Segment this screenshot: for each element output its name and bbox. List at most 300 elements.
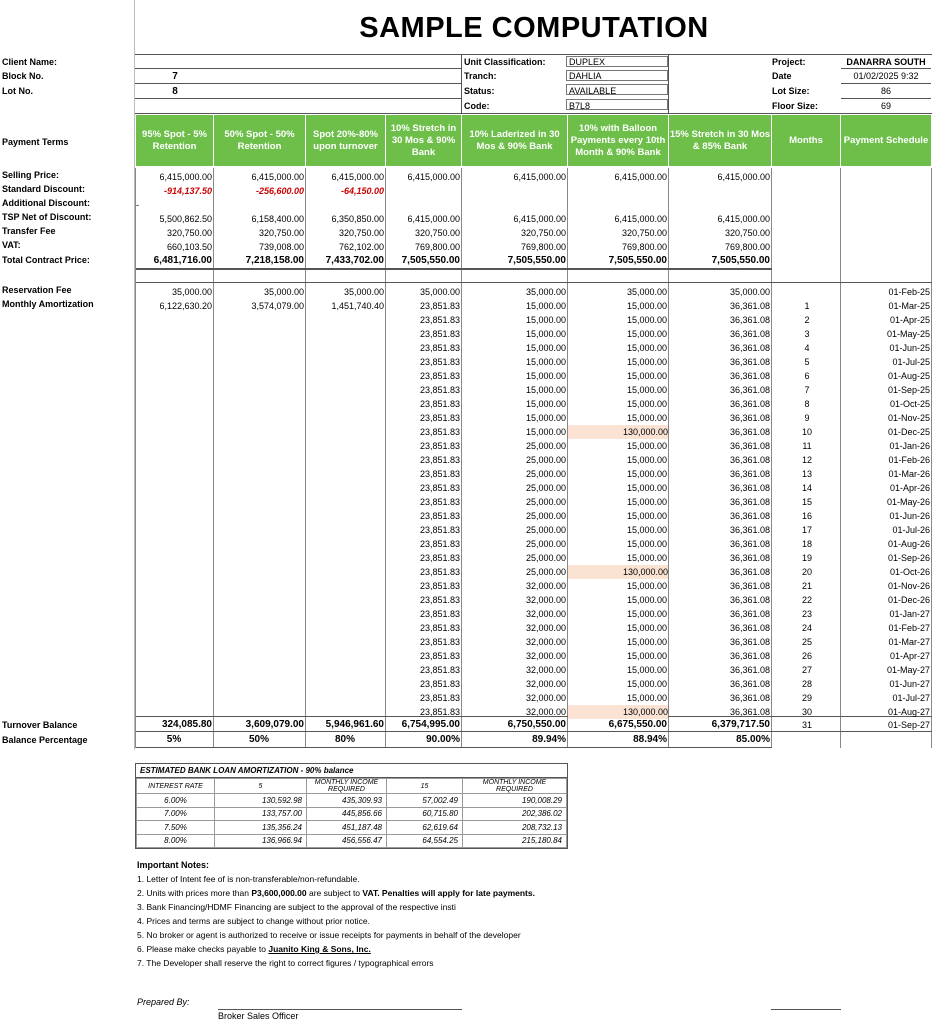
month-number: 13: [801, 469, 812, 479]
month-number: 14: [801, 483, 812, 493]
month-number: 6: [804, 371, 810, 381]
schedule-date: 01-Jun-27: [889, 679, 930, 689]
grid-rule: [136, 269, 772, 270]
schedule-date: 01-Apr-26: [889, 483, 930, 493]
laderized-cell: 25,000.00: [525, 553, 566, 563]
note-6: 6. Please make checks payable to Juanito King & Sons, Inc.: [137, 944, 371, 954]
turnover-balance-cell: 6,675,550.00: [608, 719, 667, 730]
tsp-net-cell: 6,350,850.00: [331, 214, 384, 224]
stretch-15-cell: 36,361.08: [729, 343, 770, 353]
loan-cell: 130,592.98: [215, 794, 307, 808]
laderized-cell: 15,000.00: [525, 399, 566, 409]
balloon-cell: 15,000.00: [626, 595, 667, 605]
reservation-fee-cell: 35,000.00: [626, 287, 667, 297]
info-divider-2: [668, 54, 669, 114]
reservation-date: 01-Feb-25: [888, 287, 930, 297]
stretch-10-cell: 23,851.83: [419, 525, 460, 535]
loan-cell: 7.00%: [137, 807, 215, 821]
month-number: 19: [801, 553, 812, 563]
balance-percentage-cell: 90.00%: [426, 734, 460, 745]
balance-percentage-cell: 5%: [166, 734, 182, 745]
stretch-15-cell: 36,361.08: [729, 497, 770, 507]
note-2: 2. Units with prices more than P3,600,000.00 are subject to VAT. Penalties will apply for late payments.: [137, 888, 535, 898]
computation-grid: [0, 168, 932, 748]
month-number: 11: [802, 441, 812, 451]
stretch-15-cell: 36,361.08: [729, 399, 770, 409]
stretch-10-cell: 23,851.83: [419, 441, 460, 451]
balloon-cell: 130,000.00: [568, 565, 668, 579]
turnover-balance-cell: 6,379,717.50: [711, 719, 770, 730]
schedule-date: 01-Mar-25: [888, 301, 930, 311]
balloon-cell: 15,000.00: [626, 385, 667, 395]
tranch-value: DAHLIA: [569, 71, 602, 81]
turnover-balance-cell: 6,754,995.00: [401, 719, 460, 730]
tsp-net-cell: 5,500,862.50: [159, 214, 212, 224]
balloon-cell: 15,000.00: [626, 483, 667, 493]
balloon-cell: 15,000.00: [626, 441, 667, 451]
stretch-10-cell: 23,851.83: [419, 707, 460, 717]
selling-price-cell: 6,415,000.00: [513, 172, 566, 182]
turnover-balance-label: Turnover Balance: [2, 720, 78, 730]
month-number: 23: [801, 609, 812, 619]
term-header-10-balloon: 10% with Balloon Payments every 10th Month & 90% Bank: [568, 115, 669, 166]
bank-loan-title: ESTIMATED BANK LOAN AMORTIZATION - 90% balance: [136, 764, 567, 778]
stretch-10-cell: 23,851.83: [419, 581, 460, 591]
monthly-amortization-label: Monthly Amortization: [2, 299, 94, 309]
balance-percentage-cell: 50%: [248, 734, 269, 745]
project-value: DANARRA SOUTH: [846, 57, 926, 67]
laderized-cell: 32,000.00: [525, 707, 566, 717]
lot-size-label: Lot Size:: [772, 86, 810, 96]
standard-discount-cell: -64,150.00: [340, 186, 384, 196]
tcp-cell: 7,218,158.00: [245, 255, 304, 266]
status-value: AVAILABLE: [569, 86, 617, 96]
balance-percentage-cell: 89.94%: [532, 734, 566, 745]
tranch-label: Tranch:: [464, 71, 497, 81]
signature-line: [218, 1009, 462, 1010]
schedule-date: 01-Mar-27: [888, 637, 930, 647]
page-title: SAMPLE COMPUTATION: [359, 12, 709, 44]
transfer-fee-cell: 320,750.00: [338, 228, 384, 238]
reservation-fee-cell: 35,000.00: [263, 287, 304, 297]
stretch-15-cell: 36,361.08: [729, 441, 770, 451]
balloon-cell: 15,000.00: [626, 525, 667, 535]
note-7: 7. The Developer shall reserve the right to correct figures / typographical errors: [137, 958, 434, 968]
loan-cell: 60,715.80: [387, 807, 463, 821]
stretch-15-cell: 36,361.08: [729, 609, 770, 619]
loan-cell: 451,187.48: [307, 821, 387, 835]
vat-cell: 769,800.00: [621, 242, 667, 252]
balloon-cell: 15,000.00: [626, 665, 667, 675]
balloon-cell: 15,000.00: [626, 609, 667, 619]
laderized-cell: 15,000.00: [525, 427, 566, 437]
schedule-date: 01-Sep-25: [887, 385, 930, 395]
month-number: 28: [801, 679, 812, 689]
stretch-15-cell: 36,361.08: [729, 693, 770, 703]
loan-cell: 215,180.84: [463, 834, 567, 848]
stretch-10-cell: 23,851.83: [419, 301, 460, 311]
date-rule: [841, 83, 931, 84]
lot-size-value: 86: [880, 86, 891, 96]
month-number: 18: [801, 539, 812, 549]
stretch-15-cell: 36,361.08: [729, 595, 770, 605]
stretch-10-cell: 23,851.83: [419, 567, 460, 577]
loan-cell: 190,008.29: [463, 794, 567, 808]
loan-row: [137, 807, 567, 821]
balloon-cell: 15,000.00: [626, 455, 667, 465]
laderized-cell: 15,000.00: [525, 329, 566, 339]
month-number: 26: [801, 651, 812, 661]
reservation-fee-cell: 35,000.00: [729, 287, 770, 297]
month-number: 20: [801, 567, 812, 577]
vat-cell: 660,103.50: [166, 242, 212, 252]
turnover-balance-cell: 3,609,079.00: [245, 719, 304, 730]
loan-cell: 208,732.13: [463, 821, 567, 835]
grid-rule: [136, 282, 932, 283]
laderized-cell: 25,000.00: [525, 567, 566, 577]
transfer-fee-cell: 320,750.00: [258, 228, 304, 238]
loan-row: [137, 794, 567, 808]
stretch-10-cell: 23,851.83: [419, 483, 460, 493]
stretch-15-cell: 36,361.08: [729, 469, 770, 479]
schedule-date: 01-Aug-26: [887, 539, 930, 549]
laderized-cell: 15,000.00: [525, 343, 566, 353]
stretch-15-cell: 36,361.08: [729, 371, 770, 381]
monthly-amortization-cell: 1,451,740.40: [331, 301, 384, 311]
laderized-cell: 25,000.00: [525, 483, 566, 493]
schedule-date: 01-Sep-26: [887, 553, 930, 563]
balloon-cell: 15,000.00: [626, 357, 667, 367]
stretch-15-cell: 36,361.08: [729, 301, 770, 311]
stretch-10-cell: 23,851.83: [419, 315, 460, 325]
stretch-10-cell: 23,851.83: [419, 371, 460, 381]
loan-header-15: 15: [387, 779, 463, 794]
schedule-date: 01-Aug-25: [887, 371, 930, 381]
balloon-cell: 15,000.00: [626, 581, 667, 591]
date-value: 01/02/2025 9:32: [853, 71, 919, 81]
tcp-cell: 7,505,550.00: [507, 255, 566, 266]
balance-percentage-label: Balance Percentage: [2, 735, 88, 745]
schedule-date: 01-Jul-25: [892, 357, 930, 367]
transfer-fee-cell: 320,750.00: [166, 228, 212, 238]
schedule-date: 01-Oct-25: [889, 399, 930, 409]
month-number: 22: [801, 595, 812, 605]
laderized-cell: 25,000.00: [525, 497, 566, 507]
laderized-cell: 32,000.00: [525, 651, 566, 661]
stretch-15-cell: 36,361.08: [729, 665, 770, 675]
balloon-cell: 15,000.00: [626, 651, 667, 661]
prepared-by-label: Prepared By:: [137, 997, 190, 1007]
schedule-date: 01-May-25: [886, 329, 930, 339]
tsp-net-cell: 6,415,000.00: [717, 214, 770, 224]
laderized-cell: 32,000.00: [525, 665, 566, 675]
loan-cell: 445,856.66: [307, 807, 387, 821]
stretch-10-cell: 23,851.83: [419, 399, 460, 409]
term-header-15-stretch: 15% Stretch in 30 Mos & 85% Bank: [669, 115, 772, 166]
stretch-15-cell: 36,361.08: [729, 637, 770, 647]
tsp-net-cell: 6,415,000.00: [614, 214, 667, 224]
loan-header-income-5: MONTHLY INCOME REQUIRED: [307, 779, 387, 794]
month-number: 12: [801, 455, 812, 465]
schedule-date: 01-Jul-27: [892, 693, 930, 703]
month-number: 2: [804, 315, 810, 325]
transfer-fee-cell: 320,750.00: [414, 228, 460, 238]
turnover-balance-cell: 6,750,550.00: [507, 719, 566, 730]
schedule-date: 01-Jan-26: [889, 441, 930, 451]
laderized-cell: 32,000.00: [525, 581, 566, 591]
stretch-15-cell: 36,361.08: [729, 651, 770, 661]
tcp-cell: 6,481,716.00: [153, 255, 212, 266]
schedule-date: 01-Dec-26: [887, 595, 930, 605]
stretch-10-cell: 23,851.83: [419, 413, 460, 423]
balloon-cell: 130,000.00: [568, 425, 668, 439]
laderized-cell: 32,000.00: [525, 609, 566, 619]
tsp-net-cell: 6,158,400.00: [251, 214, 304, 224]
reservation-fee-cell: 35,000.00: [419, 287, 460, 297]
reservation-fee-cell: 35,000.00: [171, 287, 212, 297]
tsp-net-cell: 6,415,000.00: [513, 214, 566, 224]
block-no-label: Block No.: [2, 71, 44, 81]
loan-cell: 6.00%: [137, 794, 215, 808]
stretch-15-cell: 36,361.08: [729, 427, 770, 437]
transfer-fee-cell: 320,750.00: [520, 228, 566, 238]
balloon-cell: 15,000.00: [626, 301, 667, 311]
transfer-fee-cell: 320,750.00: [724, 228, 770, 238]
schedule-date: 01-Dec-25: [887, 427, 930, 437]
loan-cell: 64,554.25: [387, 834, 463, 848]
selling-price-cell: 6,415,000.00: [717, 172, 770, 182]
note-4: 4. Prices and terms are subject to change without prior notice.: [137, 916, 370, 926]
selling-price-cell: 6,415,000.00: [251, 172, 304, 182]
laderized-cell: 25,000.00: [525, 511, 566, 521]
vat-cell: 769,800.00: [414, 242, 460, 252]
unit-classification-value: DUPLEX: [569, 57, 606, 67]
note-5: 5. No broker or agent is authorized to receive or issue receipts for payments in behalf of the developer: [137, 930, 521, 940]
client-name-label: Client Name:: [2, 57, 58, 67]
vat-cell: 739,008.00: [258, 242, 304, 252]
schedule-date: 01-Apr-25: [889, 315, 930, 325]
laderized-cell: 32,000.00: [525, 623, 566, 633]
loan-cell: 136,966.94: [215, 834, 307, 848]
client-rule: [135, 68, 462, 69]
selling-price-label: Selling Price:: [2, 170, 60, 180]
selling-price-cell: 6,415,000.00: [159, 172, 212, 182]
laderized-cell: 15,000.00: [525, 357, 566, 367]
stretch-15-cell: 36,361.08: [729, 511, 770, 521]
stretch-10-cell: 23,851.83: [419, 511, 460, 521]
loan-cell: 7.50%: [137, 821, 215, 835]
stretch-10-cell: 23,851.83: [419, 595, 460, 605]
stretch-15-cell: 36,361.08: [729, 525, 770, 535]
vat-label: VAT:: [2, 240, 21, 250]
laderized-cell: 32,000.00: [525, 693, 566, 703]
schedule-date: 01-Aug-27: [887, 707, 930, 717]
stretch-10-cell: 23,851.83: [419, 693, 460, 703]
lot-rule: [135, 98, 462, 99]
floor-size-value: 69: [880, 101, 891, 111]
broker-sales-officer-label: Broker Sales Officer: [218, 1011, 299, 1021]
turnover-month: 31: [801, 720, 812, 730]
loan-cell: 135,356.24: [215, 821, 307, 835]
laderized-cell: 32,000.00: [525, 595, 566, 605]
loan-cell: 435,309.93: [307, 794, 387, 808]
stretch-10-cell: 23,851.83: [419, 357, 460, 367]
turnover-date: 01-Sep-27: [887, 720, 930, 730]
laderized-cell: 32,000.00: [525, 679, 566, 689]
schedule-date: 01-Jan-27: [889, 609, 930, 619]
info-top-rule: [135, 54, 932, 55]
laderized-cell: 15,000.00: [525, 315, 566, 325]
stretch-15-cell: 36,361.08: [729, 315, 770, 325]
month-number: 15: [801, 497, 812, 507]
stretch-15-cell: 36,361.08: [729, 385, 770, 395]
term-header-spot-20-80: Spot 20%-80% upon turnover: [306, 115, 386, 166]
loan-row: [137, 821, 567, 835]
balance-percentage-cell: 80%: [334, 734, 355, 745]
code-label: Code:: [464, 101, 490, 111]
term-header-50-spot: 50% Spot - 50% Retention: [214, 115, 306, 166]
schedule-date: 01-Apr-27: [889, 651, 930, 661]
balloon-cell: 15,000.00: [626, 539, 667, 549]
stretch-10-cell: 23,851.83: [419, 679, 460, 689]
laderized-cell: 32,000.00: [525, 637, 566, 647]
loan-cell: 57,002.49: [387, 794, 463, 808]
stretch-15-cell: 36,361.08: [729, 679, 770, 689]
stretch-10-cell: 23,851.83: [419, 665, 460, 675]
month-number: 3: [804, 329, 810, 339]
tsp-net-cell: 6,415,000.00: [407, 214, 460, 224]
stretch-15-cell: 36,361.08: [729, 553, 770, 563]
balloon-cell: 15,000.00: [626, 371, 667, 381]
vat-cell: 769,800.00: [724, 242, 770, 252]
selling-price-cell: 6,415,000.00: [407, 172, 460, 182]
laderized-cell: 15,000.00: [525, 301, 566, 311]
standard-discount-cell: -914,137.50: [163, 186, 212, 196]
monthly-amortization-cell: 3,574,079.00: [251, 301, 304, 311]
selling-price-cell: 6,415,000.00: [614, 172, 667, 182]
loan-row: [137, 834, 567, 848]
unit-classification-label: Unit Classification:: [464, 57, 546, 67]
stretch-10-cell: 23,851.83: [419, 385, 460, 395]
vat-cell: 762,102.00: [338, 242, 384, 252]
balloon-cell: 15,000.00: [626, 623, 667, 633]
schedule-date: 01-Oct-26: [889, 567, 930, 577]
term-header-payment-schedule: Payment Schedule: [841, 115, 932, 166]
balloon-cell: 15,000.00: [626, 497, 667, 507]
month-number: 17: [801, 525, 812, 535]
turnover-balance-cell: 324,085.80: [161, 719, 212, 730]
balance-percentage-cell: 85.00%: [736, 734, 770, 745]
schedule-date: 01-Jun-26: [889, 511, 930, 521]
bank-loan-table: [135, 763, 568, 849]
lot-no-value: 8: [172, 86, 178, 97]
term-header-10-stretch: 10% Stretch in 30 Mos & 90% Bank: [386, 115, 462, 166]
schedule-date: 01-May-27: [886, 665, 930, 675]
note-1: 1. Letter of Intent fee of is non-transferable/non-refundable.: [137, 874, 360, 884]
term-header-10-laderized: 10% Laderized in 30 Mos & 90% Bank: [462, 115, 568, 166]
stretch-15-cell: 36,361.08: [729, 623, 770, 633]
stretch-15-cell: 36,361.08: [729, 707, 770, 717]
stretch-15-cell: 36,361.08: [729, 483, 770, 493]
stretch-10-cell: 23,851.83: [419, 623, 460, 633]
floor-size-label: Floor Size:: [772, 101, 819, 111]
status-label: Status:: [464, 86, 495, 96]
balloon-cell: 15,000.00: [626, 511, 667, 521]
project-rule: [841, 68, 931, 69]
month-number: 8: [804, 399, 810, 409]
loan-header-5: 5: [215, 779, 307, 794]
loan-cell: 133,757.00: [215, 807, 307, 821]
standard-discount-label: Standard Discount:: [2, 184, 86, 194]
loan-cell: 62,619.64: [387, 821, 463, 835]
stretch-10-cell: 23,851.83: [419, 329, 460, 339]
stretch-10-cell: 23,851.83: [419, 455, 460, 465]
reservation-fee-label: Reservation Fee: [2, 285, 72, 295]
stretch-10-cell: 23,851.83: [419, 469, 460, 479]
stretch-10-cell: 23,851.83: [419, 637, 460, 647]
laderized-cell: 25,000.00: [525, 469, 566, 479]
month-number: 16: [801, 511, 812, 521]
signature-line-right: [771, 1009, 841, 1010]
month-number: 10: [801, 427, 812, 437]
stretch-10-cell: 23,851.83: [419, 343, 460, 353]
balloon-cell: 15,000.00: [626, 637, 667, 647]
loan-cell: 456,556.47: [307, 834, 387, 848]
laderized-cell: 15,000.00: [525, 385, 566, 395]
stretch-10-cell: 23,851.83: [419, 539, 460, 549]
balloon-cell: 15,000.00: [626, 315, 667, 325]
balloon-cell: 15,000.00: [626, 679, 667, 689]
schedule-date: 01-Mar-26: [888, 469, 930, 479]
loan-cell: 202,386.02: [463, 807, 567, 821]
laderized-cell: 15,000.00: [525, 371, 566, 381]
loan-header-rate: INTEREST RATE: [137, 779, 215, 794]
payment-terms-label: Payment Terms: [2, 137, 69, 147]
balloon-cell: 15,000.00: [626, 329, 667, 339]
stretch-15-cell: 36,361.08: [729, 581, 770, 591]
laderized-cell: 25,000.00: [525, 455, 566, 465]
lot-size-rule: [841, 98, 931, 99]
stretch-10-cell: 23,851.83: [419, 609, 460, 619]
loan-header-income-15: MONTHLY INCOME REQUIRED: [463, 779, 567, 794]
tcp-cell: 7,505,550.00: [401, 255, 460, 266]
stretch-15-cell: 36,361.08: [729, 539, 770, 549]
selling-price-cell: 6,415,000.00: [331, 172, 384, 182]
schedule-date: 01-Nov-26: [887, 581, 930, 591]
month-number: 1: [804, 301, 810, 311]
month-number: 27: [801, 665, 812, 675]
balance-percentage-cell: 88.94%: [633, 734, 667, 745]
transfer-fee-label: Transfer Fee: [2, 226, 56, 236]
vat-cell: 769,800.00: [520, 242, 566, 252]
term-header-95-spot: 95% Spot - 5% Retention: [136, 115, 214, 166]
lot-no-label: Lot No.: [2, 86, 33, 96]
turnover-balance-cell: 5,946,961.60: [325, 719, 384, 730]
schedule-date: 01-Feb-26: [888, 455, 930, 465]
stretch-10-cell: 23,851.83: [419, 497, 460, 507]
monthly-amortization-cell: 6,122,630.20: [159, 301, 212, 311]
balloon-cell: 130,000.00: [568, 705, 668, 719]
month-number: 25: [801, 637, 812, 647]
laderized-cell: 25,000.00: [525, 539, 566, 549]
balloon-cell: 15,000.00: [626, 693, 667, 703]
tsp-net-label: TSP Net of Discount:: [2, 212, 92, 222]
month-number: 24: [801, 623, 812, 633]
standard-discount-cell: -256,600.00: [255, 186, 304, 196]
month-number: 30: [801, 707, 812, 717]
stretch-15-cell: 36,361.08: [729, 357, 770, 367]
info-divider: [461, 54, 462, 114]
